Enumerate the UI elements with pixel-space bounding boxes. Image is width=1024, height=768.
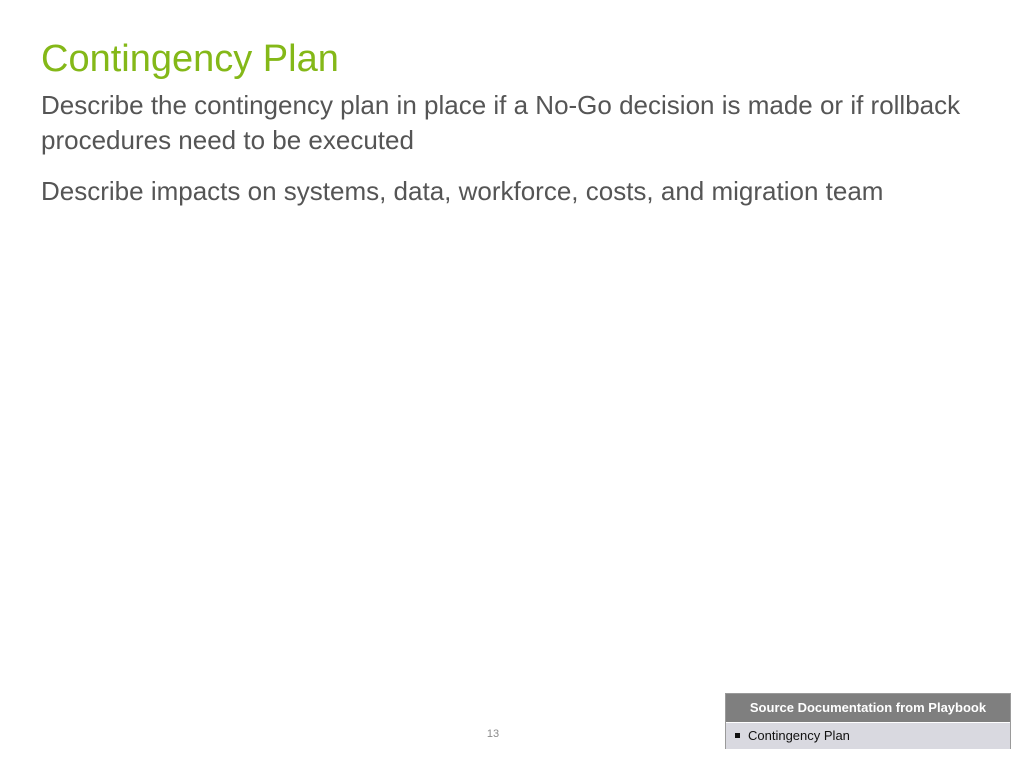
page-number: 13 — [486, 728, 500, 740]
slide-title: Contingency Plan — [41, 38, 339, 80]
square-bullet-icon — [735, 733, 740, 738]
source-documentation-header: Source Documentation from Playbook — [726, 694, 1010, 723]
source-documentation-list — [726, 723, 1010, 749]
description-paragraph-contingency: Describe the contingency plan in place if a No-Go decision is made or if rollback procedures need to be executed — [41, 90, 961, 155]
source-documentation-box — [725, 693, 1011, 749]
description-paragraph-impacts: Describe impacts on systems, data, workforce, costs, and migration team — [41, 176, 884, 206]
source-item-label: Contingency Plan — [748, 728, 850, 743]
list-item — [726, 723, 1010, 749]
